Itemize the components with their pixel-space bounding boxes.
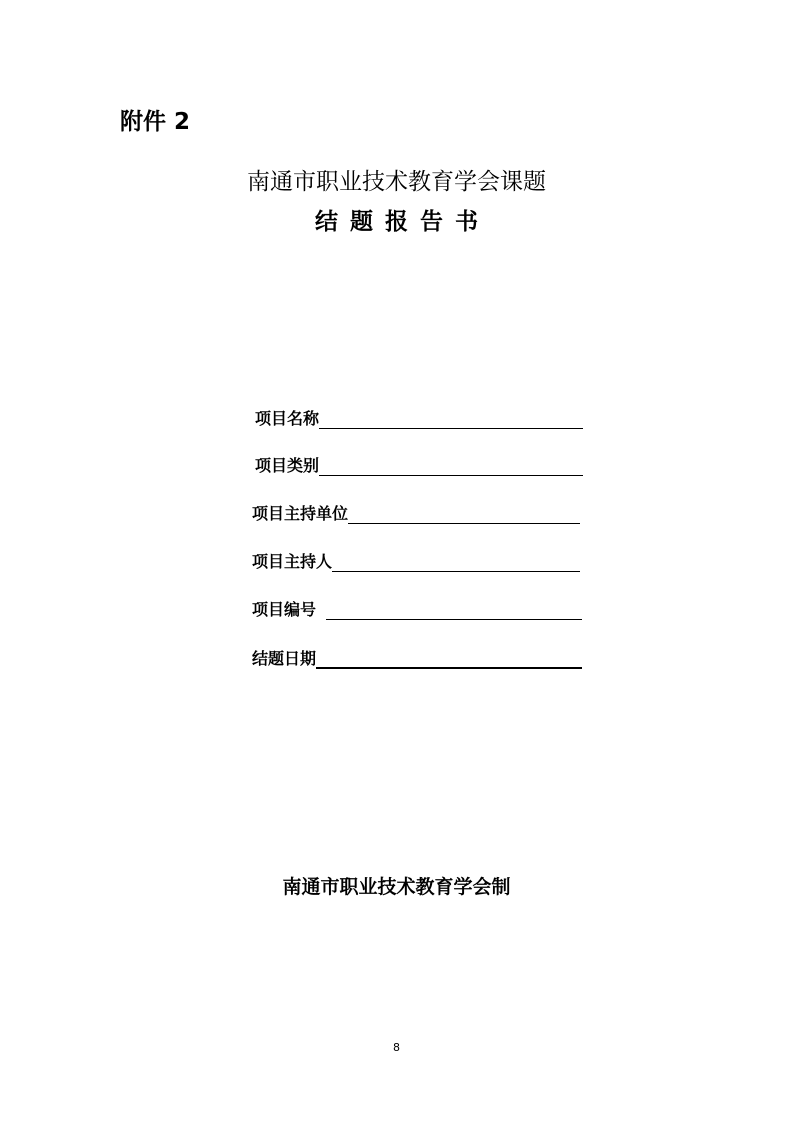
blank-line [332,551,580,572]
issuing-organization: 南通市职业技术教育学会制 [282,876,511,898]
blank-line [316,647,582,669]
field-label: 项目编号 [252,600,317,619]
field-label: 项目类别 [255,456,320,475]
field-project-name [255,404,583,430]
attachment-label: 附件 2 [120,109,191,135]
field-label: 结题日期 [252,649,317,668]
field-project-category [255,451,583,477]
field-host-organization [252,499,580,525]
blank-line [319,408,583,429]
page-number: 8 [393,1041,400,1054]
field-label: 项目主持人 [252,552,333,571]
field-label: 项目主持单位 [252,504,349,523]
field-completion-date [252,644,582,670]
document-subtitle: 结题报告书 [315,209,490,235]
blank-line [319,455,583,476]
blank-line [326,599,582,620]
field-project-number [252,595,582,621]
field-label: 项目名称 [255,409,320,428]
document-title: 南通市职业技术教育学会课题 [247,169,546,195]
blank-line [348,503,580,524]
field-host-person [252,547,580,573]
